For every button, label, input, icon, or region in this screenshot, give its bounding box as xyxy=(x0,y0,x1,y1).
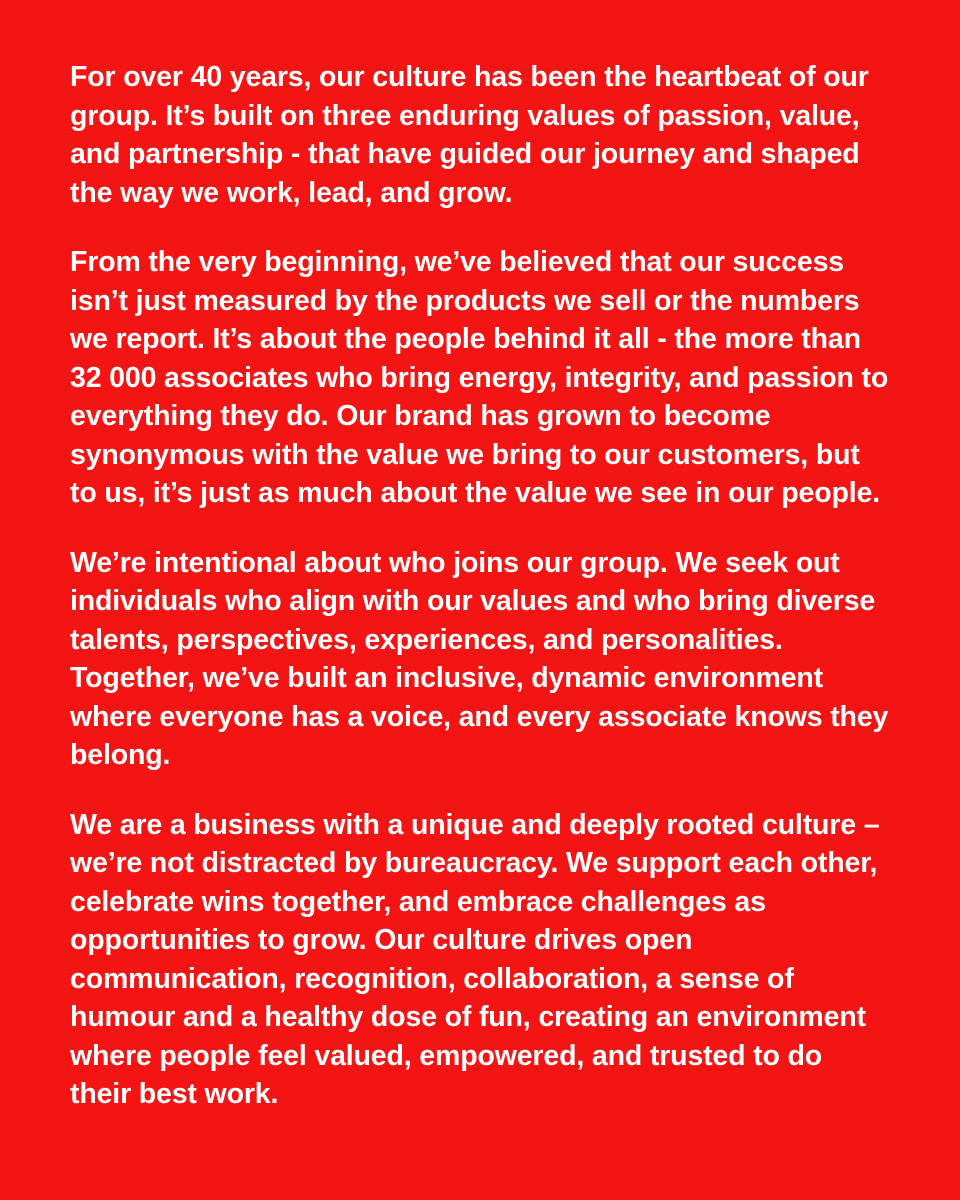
paragraph-success-people: From the very beginning, we’ve believed that our success isn’t just measured by the products we sell or the numbers we report. It’s about the people behind it all - the more than 32 000 associates who bring energy, integrity, and passion to everything they do. Our brand has grown to become synonymous with the value we bring to our customers, but to us, it’s just as much about the value we see in our people. xyxy=(70,246,889,509)
paragraph-who-joins: We’re intentional about who joins our group. We seek out individuals who align with our values and who bring diverse talents, perspectives, experiences, and personalities. Together, we’ve built an inclusive, dynamic environment where everyone has a voice, and every associate knows they belong. xyxy=(70,546,889,771)
paragraph-culture-heartbeat: For over 40 years, our culture has been the heartbeat of our group. It’s built on three enduring values of passion, value, and partnership - that have guided our journey and shaped the way we work, lead, and grow. xyxy=(70,61,869,209)
paragraph-unique-culture: We are a business with a unique and deeply rooted culture – we’re not distracted by bureaucracy. We support each other, celebrate wins together, and embrace challenges as opportunities to grow. Our culture drives open communication, recognition, collaboration, a sense of humour and a healthy dose of fun, creating an environment where people feel valued, empowered, and trusted to do their best work. xyxy=(70,808,880,1110)
